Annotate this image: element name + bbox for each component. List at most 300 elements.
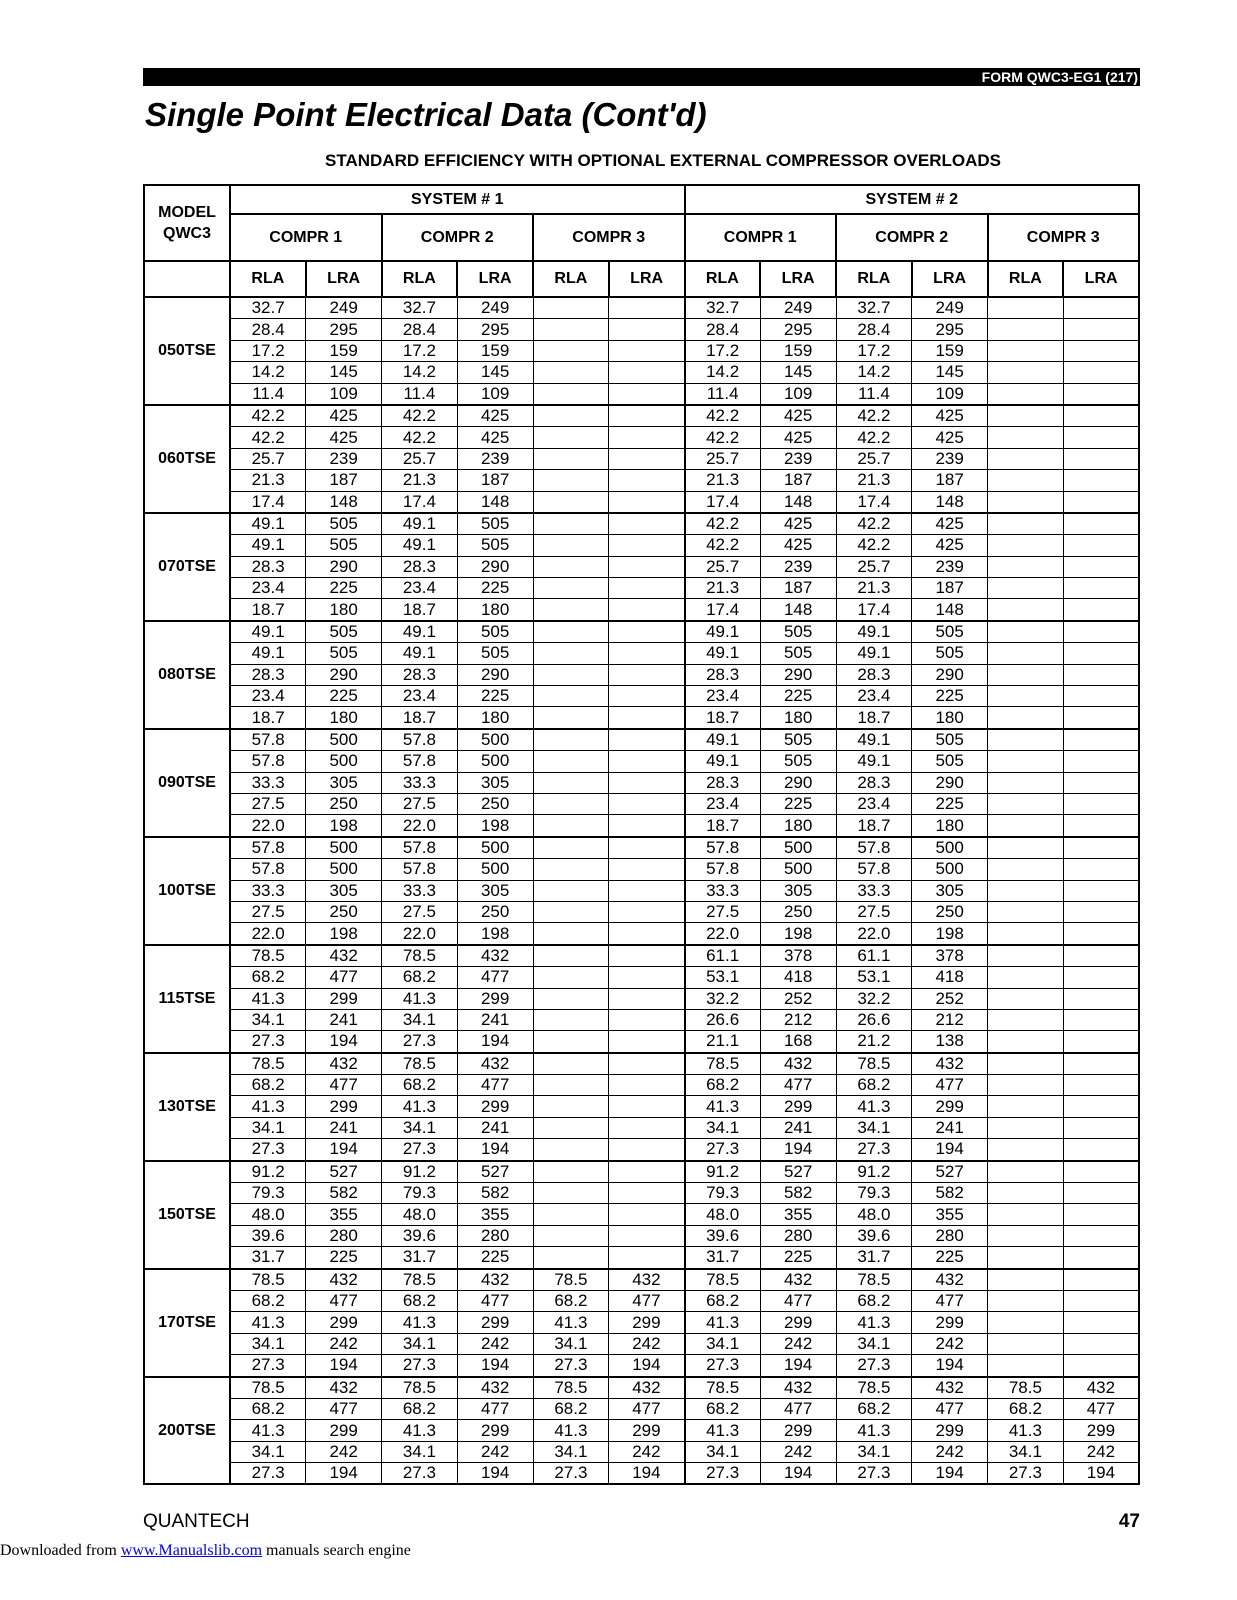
rla-cell: 18.7 [685,815,761,837]
footer-brand: QUANTECH [143,1511,250,1532]
lra-cell: 418 [760,967,836,988]
lra-cell: 242 [609,1441,685,1462]
rla-cell: 42.2 [382,427,458,448]
table-row [144,1398,1139,1419]
lra-cell: 505 [457,621,533,643]
lra-cell: 425 [912,427,988,448]
rla-cell: 49.1 [382,513,458,535]
lra-cell: 212 [760,1009,836,1030]
rla-cell: 27.3 [836,1463,912,1485]
rla-cell: 23.4 [685,686,761,707]
lra-cell: 500 [306,729,382,751]
lra-cell: 500 [457,837,533,859]
rla-cell [988,664,1064,685]
lra-cell: 250 [306,793,382,814]
rla-cell: 57.8 [685,837,761,859]
rla-cell: 49.1 [685,621,761,643]
table-row [144,751,1139,772]
lra-cell: 505 [760,751,836,772]
table-row [144,707,1139,729]
lra-cell: 194 [457,1031,533,1053]
rla-cell: 34.1 [836,1333,912,1354]
rla-cell: 68.2 [533,1398,609,1419]
rla-cell: 34.1 [685,1117,761,1138]
rla-cell: 42.2 [382,405,458,427]
lra-cell [609,686,685,707]
rla-cell: 26.6 [836,1009,912,1030]
rla-cell: 28.4 [382,319,458,340]
lra-cell: 432 [912,1377,988,1399]
table-row [144,427,1139,448]
table-row [144,1117,1139,1138]
table-row [144,837,1139,859]
table-row [144,1096,1139,1117]
manualslib-link[interactable]: www.Manualslib.com [120,1542,263,1559]
lra-cell: 290 [760,664,836,685]
rla-cell: 48.0 [230,1204,306,1225]
lra-cell: 225 [912,686,988,707]
lra-cell: 477 [306,1398,382,1419]
rla-cell [988,1009,1064,1030]
rla-cell: 31.7 [836,1247,912,1269]
download-note [0,1542,411,1560]
lra-cell: 505 [912,643,988,664]
electrical-data-table [143,184,1140,1485]
lra-cell: 242 [760,1441,836,1462]
rla-cell [988,837,1064,859]
lra-cell [609,707,685,729]
lra-cell [1063,686,1139,707]
rla-cell: 68.2 [382,967,458,988]
rla-cell: 26.6 [685,1009,761,1030]
rla-cell: 68.2 [382,1075,458,1096]
rla-cell [533,621,609,643]
rla-cell: 78.5 [685,1053,761,1075]
lra-cell: 477 [609,1290,685,1311]
lra-cell: 159 [912,340,988,361]
rla-cell: 39.6 [230,1225,306,1246]
rla-cell: 41.3 [533,1312,609,1333]
lra-cell: 425 [760,535,836,556]
rla-cell: 17.2 [685,340,761,361]
rla-cell: 78.5 [685,1269,761,1291]
rla-cell [533,923,609,945]
rla-cell: 21.2 [836,1031,912,1053]
lra-cell: 477 [912,1075,988,1096]
lra-cell: 180 [457,707,533,729]
rla-cell [533,643,609,664]
lra-cell: 198 [760,923,836,945]
rla-cell: 22.0 [230,923,306,945]
lra-cell: 505 [760,729,836,751]
rla-cell [988,1053,1064,1075]
rla-cell: 17.4 [382,491,458,513]
lra-cell: 194 [306,1139,382,1161]
lra-cell: 148 [912,491,988,513]
lra-cell [1063,945,1139,967]
lra-cell: 148 [760,491,836,513]
rla-cell: 91.2 [230,1161,306,1183]
rla-cell: 11.4 [382,383,458,405]
rla-cell: 48.0 [685,1204,761,1225]
rla-cell [533,901,609,922]
lra-cell: 299 [1063,1420,1139,1441]
lra-cell: 432 [609,1377,685,1399]
form-code-bar [143,68,1140,86]
lra-cell: 477 [457,1290,533,1311]
table-row [144,556,1139,577]
lra-cell: 194 [1063,1463,1139,1485]
rla-cell: 34.1 [685,1333,761,1354]
rla-cell: 57.8 [836,859,912,880]
page-title: Single Point Electrical Data (Cont'd) [145,96,707,133]
rla-cell: 57.8 [230,837,306,859]
table-row [144,362,1139,383]
model-cell: 100TSE [144,837,230,945]
lra-cell: 299 [457,988,533,1009]
rla-cell [533,729,609,751]
rla-cell: 28.3 [836,772,912,793]
rla-cell: 25.7 [685,556,761,577]
lra-cell [609,340,685,361]
lra-cell: 477 [457,1075,533,1096]
lra-cell: 194 [457,1139,533,1161]
lra-cell [1063,707,1139,729]
lra-cell [1063,1075,1139,1096]
table-row [144,1377,1139,1399]
lra-cell: 477 [306,1290,382,1311]
table-row [144,448,1139,469]
rla-cell [988,707,1064,729]
lra-cell: 432 [912,1269,988,1291]
rla-cell: 57.8 [382,729,458,751]
lra-cell [1063,988,1139,1009]
rla-cell: 18.7 [382,599,458,621]
lra-cell: 432 [760,1053,836,1075]
lra-cell: 180 [912,707,988,729]
table-row [144,729,1139,751]
model-cell: 090TSE [144,729,230,837]
lra-cell [1063,383,1139,405]
rla-cell [533,967,609,988]
rla-cell [533,1225,609,1246]
rla-cell: 14.2 [230,362,306,383]
rla-cell: 22.0 [230,815,306,837]
rla-header: RLA [685,261,761,297]
lra-cell: 299 [306,1096,382,1117]
rla-cell: 79.3 [685,1183,761,1204]
lra-cell: 250 [457,793,533,814]
rla-cell: 41.3 [230,988,306,1009]
rla-cell [533,297,609,319]
lra-cell [609,1204,685,1225]
lra-cell [1063,1139,1139,1161]
rla-cell [988,686,1064,707]
rla-cell: 68.2 [685,1398,761,1419]
lra-cell: 500 [457,859,533,880]
lra-cell: 239 [912,448,988,469]
lra-header: LRA [457,261,533,297]
lra-cell [609,664,685,685]
model-header-line2: QWC3 [163,225,211,242]
lra-cell: 159 [306,340,382,361]
rla-cell: 57.8 [382,837,458,859]
lra-cell: 432 [457,945,533,967]
lra-cell [609,319,685,340]
rla-cell [988,1204,1064,1225]
table-row [144,340,1139,361]
lra-cell: 582 [760,1183,836,1204]
lra-cell: 299 [609,1312,685,1333]
rla-cell: 27.3 [382,1031,458,1053]
lra-cell [1063,880,1139,901]
lra-cell [609,815,685,837]
rla-cell: 41.3 [685,1420,761,1441]
lra-cell [609,383,685,405]
lra-cell: 527 [760,1161,836,1183]
lra-cell: 187 [912,470,988,491]
table-row [144,599,1139,621]
lra-cell: 250 [760,901,836,922]
rla-cell: 27.3 [685,1463,761,1485]
lra-cell: 299 [457,1096,533,1117]
rla-cell: 49.1 [836,643,912,664]
lra-cell: 198 [912,923,988,945]
rla-cell: 27.3 [382,1139,458,1161]
rla-cell: 57.8 [382,859,458,880]
lra-cell: 290 [457,664,533,685]
rla-cell [988,751,1064,772]
rla-cell: 23.4 [685,793,761,814]
lra-cell: 225 [760,686,836,707]
lra-cell: 225 [457,578,533,599]
rla-cell [533,815,609,837]
rla-cell: 79.3 [382,1183,458,1204]
rla-cell: 41.3 [382,988,458,1009]
lra-cell: 582 [457,1183,533,1204]
lra-cell [1063,1183,1139,1204]
rla-cell [533,686,609,707]
lra-cell [1063,362,1139,383]
rla-cell [533,599,609,621]
rla-cell: 42.2 [836,427,912,448]
lra-cell: 239 [760,556,836,577]
rla-cell: 28.3 [836,664,912,685]
rla-cell [988,405,1064,427]
lra-cell: 194 [912,1463,988,1485]
lra-cell: 477 [912,1398,988,1419]
lra-cell: 250 [457,901,533,922]
lra-cell: 295 [306,319,382,340]
lra-cell: 500 [912,859,988,880]
lra-cell: 432 [306,1053,382,1075]
rla-cell: 33.3 [382,880,458,901]
rla-cell: 41.3 [685,1096,761,1117]
table-row [144,1139,1139,1161]
table-row [144,793,1139,814]
rla-cell: 28.3 [382,556,458,577]
rla-cell: 28.4 [230,319,306,340]
rla-cell: 61.1 [836,945,912,967]
lra-cell [609,470,685,491]
rla-cell [988,1139,1064,1161]
lra-cell: 290 [912,772,988,793]
rla-cell: 21.3 [836,470,912,491]
lra-cell [1063,513,1139,535]
rla-cell [533,1075,609,1096]
lra-cell: 290 [912,664,988,685]
lra-cell: 355 [760,1204,836,1225]
rla-cell: 78.5 [685,1377,761,1399]
lra-cell: 109 [760,383,836,405]
rla-cell: 78.5 [382,1053,458,1075]
lra-cell: 242 [457,1441,533,1462]
lra-cell [609,880,685,901]
lra-cell: 194 [912,1355,988,1377]
lra-header: LRA [760,261,836,297]
lra-cell: 241 [306,1009,382,1030]
rla-cell: 22.0 [382,923,458,945]
lra-cell: 239 [457,448,533,469]
rla-cell: 32.7 [685,297,761,319]
rla-cell [988,470,1064,491]
lra-cell: 225 [306,578,382,599]
lra-cell [1063,967,1139,988]
rla-cell [988,1096,1064,1117]
rla-cell: 34.1 [382,1441,458,1462]
lra-header: LRA [912,261,988,297]
system-2-header: SYSTEM # 2 [685,185,1140,214]
lra-cell: 477 [609,1398,685,1419]
rla-cell [988,1247,1064,1269]
table-row [144,1204,1139,1225]
rla-cell: 31.7 [230,1247,306,1269]
rla-cell: 27.5 [230,901,306,922]
rla-cell [988,1031,1064,1053]
lra-cell: 477 [306,967,382,988]
lra-cell: 505 [457,513,533,535]
rla-cell: 21.3 [230,470,306,491]
lra-cell: 242 [912,1333,988,1354]
model-subheader-blank [144,261,230,297]
rla-cell: 27.3 [685,1355,761,1377]
table-row [144,1009,1139,1030]
lra-cell: 295 [760,319,836,340]
lra-cell [609,556,685,577]
rla-cell: 41.3 [685,1312,761,1333]
rla-cell: 42.2 [685,427,761,448]
rla-cell: 34.1 [533,1441,609,1462]
rla-cell [988,1117,1064,1138]
rla-cell: 34.1 [230,1441,306,1462]
rla-cell [988,923,1064,945]
rla-cell: 27.3 [230,1355,306,1377]
lra-cell: 242 [457,1333,533,1354]
rla-cell [533,707,609,729]
rla-cell: 18.7 [230,707,306,729]
header-row-systems [144,185,1139,214]
lra-cell: 305 [457,880,533,901]
lra-cell [609,1096,685,1117]
rla-cell: 49.1 [230,513,306,535]
rla-cell [988,1183,1064,1204]
lra-cell: 159 [760,340,836,361]
lra-cell: 477 [912,1290,988,1311]
rla-cell [533,837,609,859]
lra-cell: 477 [760,1290,836,1311]
rla-cell [533,664,609,685]
lra-cell [1063,1161,1139,1183]
rla-cell: 78.5 [836,1377,912,1399]
form-code: FORM QWC3-EG1 (217) [981,69,1138,85]
rla-cell: 61.1 [685,945,761,967]
lra-cell [1063,1096,1139,1117]
lra-cell: 500 [912,837,988,859]
rla-cell: 18.7 [836,707,912,729]
lra-cell: 225 [457,1247,533,1269]
lra-cell: 250 [306,901,382,922]
lra-cell [1063,1009,1139,1030]
lra-cell: 194 [306,1031,382,1053]
table-row [144,405,1139,427]
rla-cell [988,1161,1064,1183]
lra-cell: 198 [457,815,533,837]
lra-cell: 527 [306,1161,382,1183]
lra-cell: 241 [760,1117,836,1138]
rla-cell: 27.3 [685,1139,761,1161]
rla-cell: 17.2 [382,340,458,361]
lra-cell [1063,448,1139,469]
lra-cell: 505 [760,621,836,643]
rla-cell: 31.7 [382,1247,458,1269]
lra-cell: 241 [457,1009,533,1030]
lra-cell [1063,1225,1139,1246]
lra-cell [1063,1269,1139,1291]
model-cell: 170TSE [144,1269,230,1377]
lra-cell [609,427,685,448]
lra-cell: 242 [760,1333,836,1354]
rla-cell: 17.4 [685,599,761,621]
lra-cell: 159 [457,340,533,361]
rla-cell: 27.5 [685,901,761,922]
lra-cell: 477 [760,1398,836,1419]
lra-cell: 477 [760,1075,836,1096]
rla-cell: 17.4 [685,491,761,513]
rla-cell: 22.0 [382,815,458,837]
lra-cell: 250 [912,901,988,922]
lra-cell: 225 [306,1247,382,1269]
rla-cell: 34.1 [230,1333,306,1354]
lra-cell: 252 [760,988,836,1009]
lra-cell: 194 [306,1355,382,1377]
rla-cell: 42.2 [836,535,912,556]
table-row [144,535,1139,556]
rla-cell [533,988,609,1009]
rla-cell: 41.3 [836,1096,912,1117]
rla-cell [988,427,1064,448]
rla-cell: 41.3 [836,1312,912,1333]
rla-cell [533,427,609,448]
rla-cell [533,470,609,491]
lra-cell [1063,901,1139,922]
rla-cell [988,319,1064,340]
model-cell: 130TSE [144,1053,230,1161]
lra-cell: 109 [912,383,988,405]
lra-cell [1063,578,1139,599]
model-cell: 115TSE [144,945,230,1053]
lra-cell [609,1161,685,1183]
rla-cell [988,859,1064,880]
